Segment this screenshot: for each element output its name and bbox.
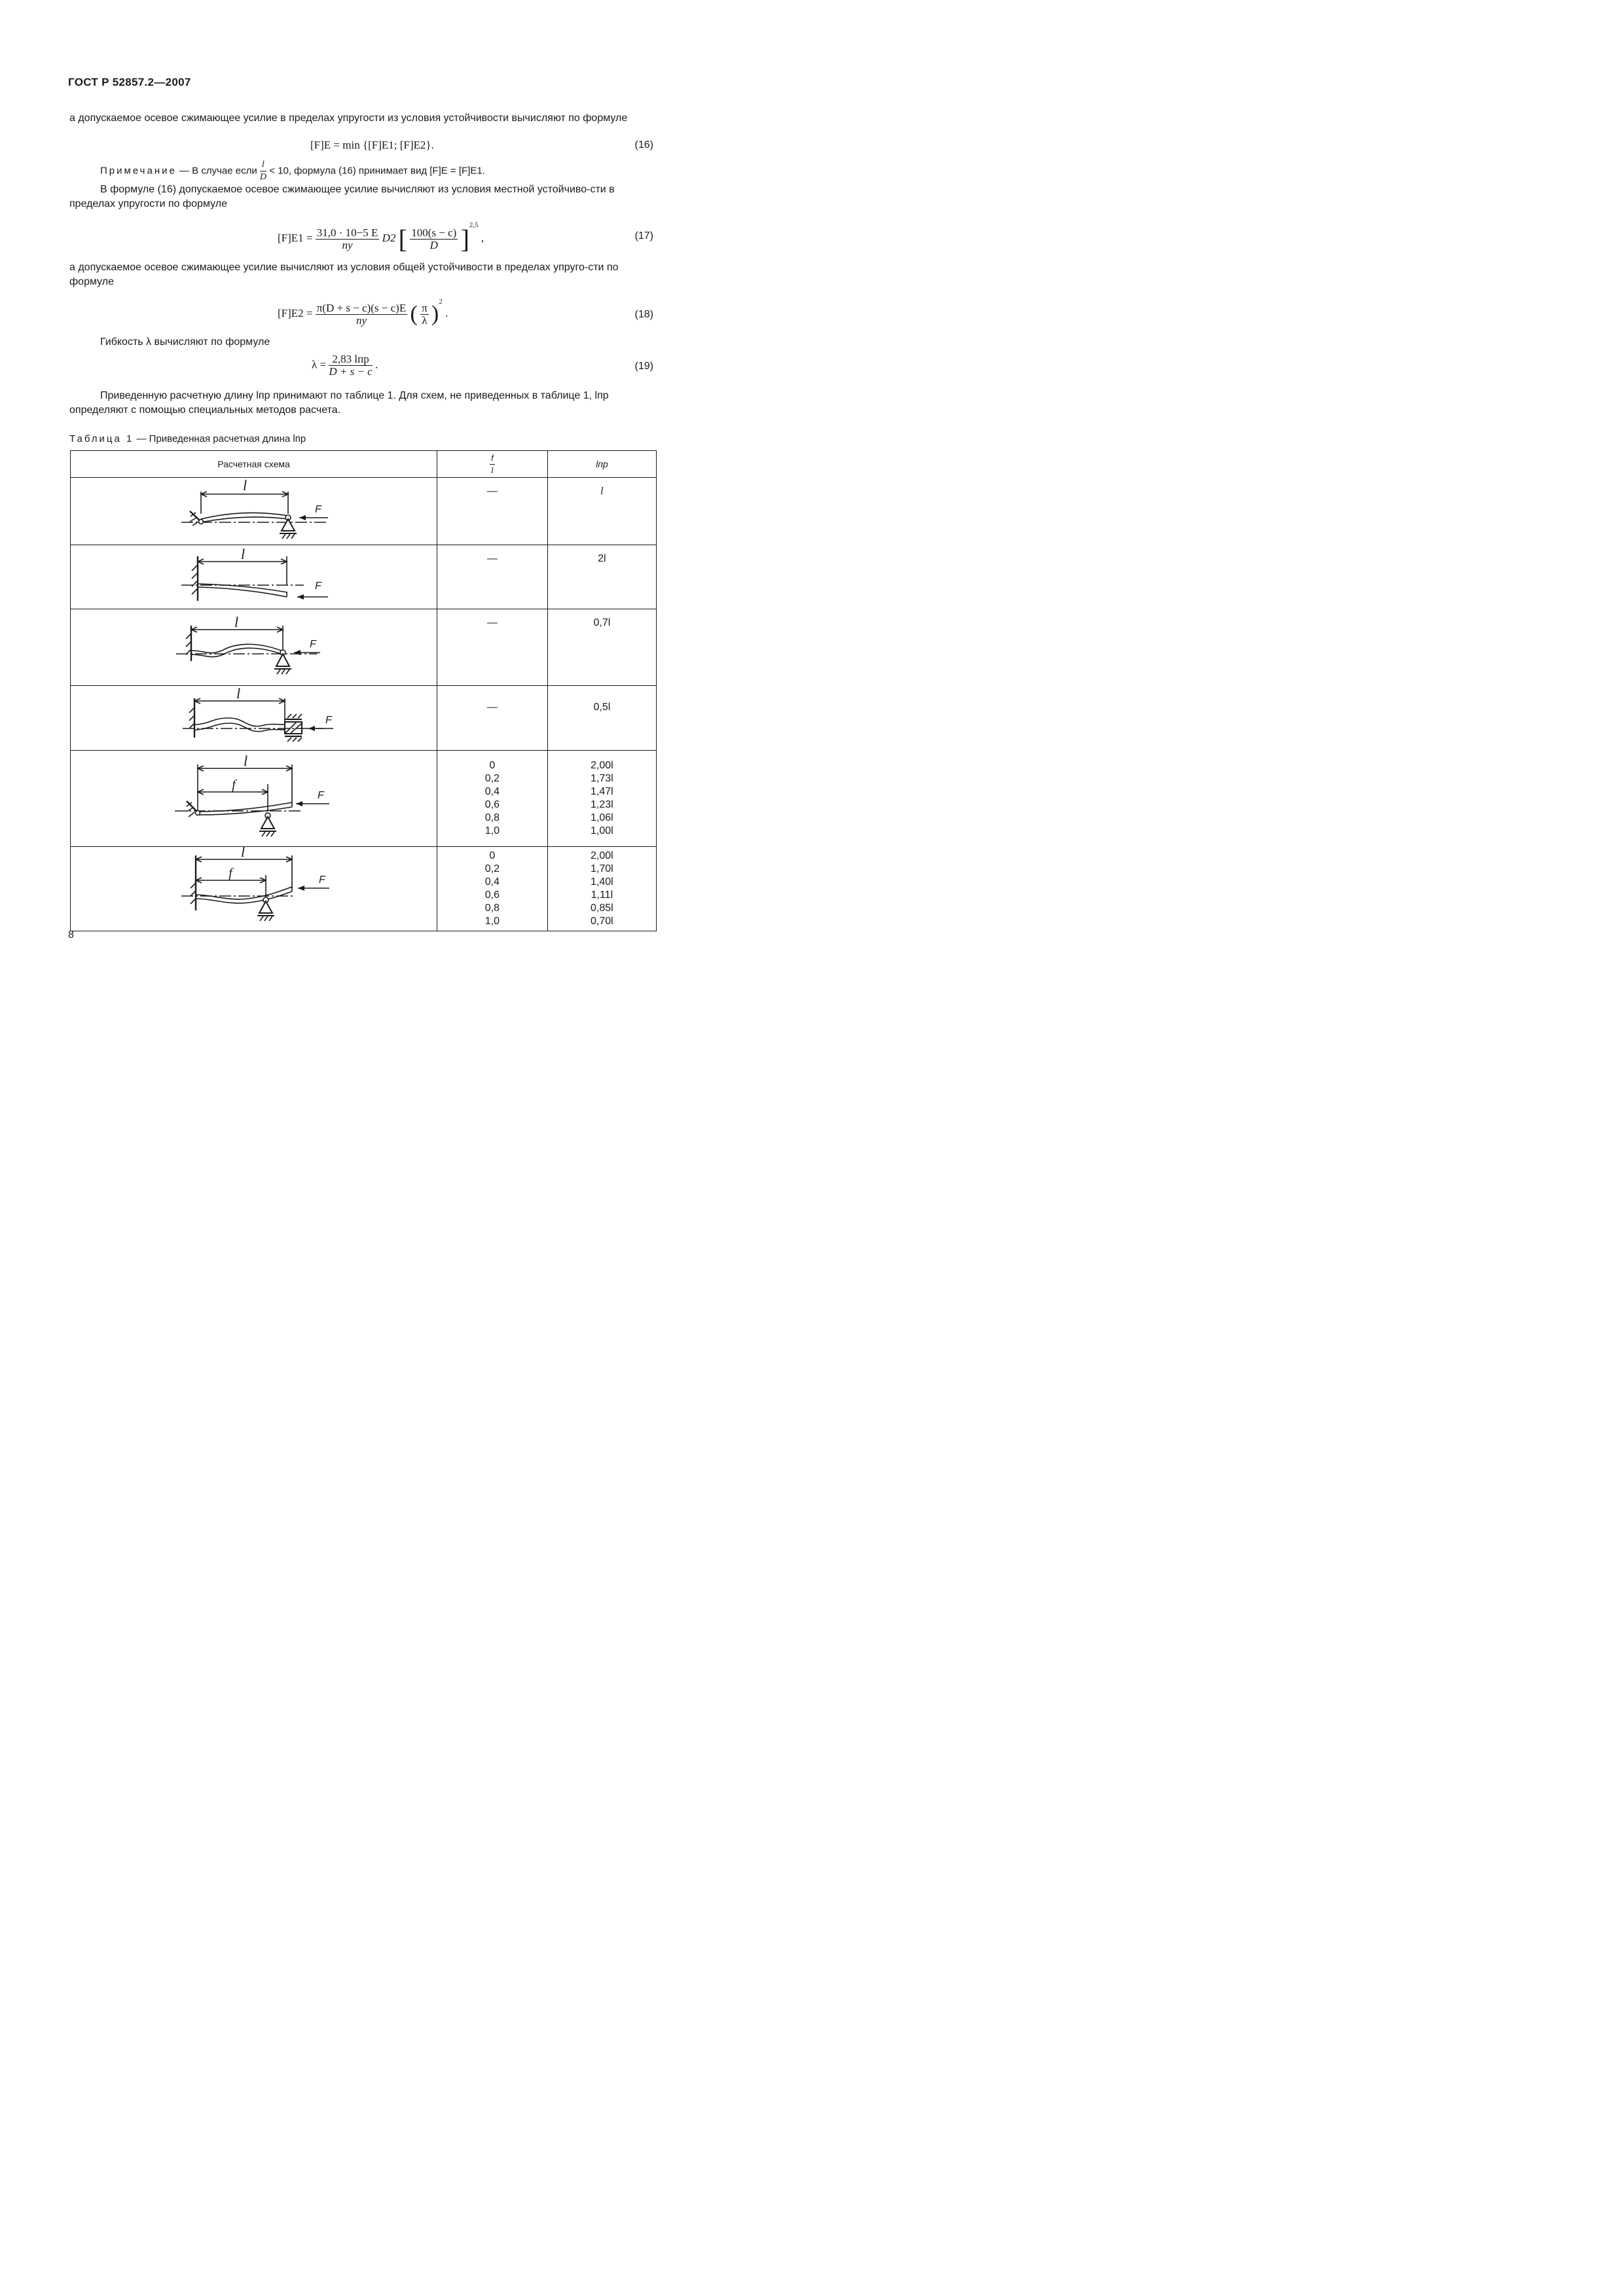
- formula-17: [278, 221, 484, 255]
- scheme-5-force-label: F: [318, 790, 324, 801]
- f-cell: [437, 751, 548, 847]
- formula-19-den: D + s − c: [329, 365, 373, 378]
- formula-18-paren-left: (: [410, 302, 418, 327]
- f-value: 0,6: [484, 799, 500, 810]
- header-f-num: f: [490, 452, 495, 465]
- paragraph-1: а допускаемое осевое сжимающее усилие в пределах упругости из условия устойчивости вычисляют по формуле: [69, 113, 628, 124]
- formula-18-number: (18): [634, 309, 653, 320]
- lpr-value: 1,70l: [591, 863, 613, 874]
- paragraph-4: Гибкость λ вычисляют по формуле: [100, 336, 270, 348]
- formula-18-p-den: λ: [422, 314, 428, 327]
- f-value: 0,8: [484, 812, 500, 823]
- formula-18: [278, 298, 448, 327]
- formula-17-bracket-left: [: [398, 224, 407, 254]
- formula-19-fraction: [329, 353, 372, 378]
- f-value: —: [486, 702, 498, 713]
- scheme-cell: [71, 545, 437, 609]
- scheme-3-diagram: [71, 610, 436, 685]
- lpr-value: 1,47l: [591, 786, 613, 797]
- scheme-1-diagram: [71, 478, 436, 544]
- scheme-cell: [71, 751, 437, 847]
- f-cell: [437, 545, 548, 609]
- formula-19-lhs: λ =: [312, 358, 327, 371]
- formula-19: [312, 353, 378, 378]
- table-caption-text: — Приведенная расчетная длина lпр: [136, 433, 306, 444]
- formula-16: [310, 139, 434, 152]
- scheme-4-diagram: [71, 687, 436, 749]
- table-row: [71, 847, 657, 931]
- lpr-cell: [547, 847, 656, 931]
- header-scheme: Расчетная схема: [71, 451, 437, 478]
- paragraph-2: В формуле (16) допускаемое осевое сжимающее усилие вычисляют из условия местной устойчиво-сти в пределах упругости по формуле: [69, 184, 615, 209]
- formula-17-bracket-right: ]: [460, 224, 469, 254]
- lpr-cell: [547, 545, 656, 609]
- scheme-4-length-label: l: [236, 685, 241, 702]
- formula-16-number: (16): [634, 139, 653, 151]
- f-cell: [437, 686, 548, 751]
- scheme-6-f-label: f: [228, 866, 232, 880]
- lpr-cell: [547, 609, 656, 686]
- formula-17-den: ny: [342, 238, 353, 251]
- lpr-value: 1,06l: [591, 812, 613, 823]
- lpr-value: 0,7l: [593, 617, 611, 628]
- f-value: 0,8: [484, 903, 500, 914]
- lpr-value: 1,40l: [591, 876, 613, 888]
- lpr-value: l: [600, 486, 604, 497]
- note-label: Примечание: [100, 165, 177, 177]
- scheme-5-f-label: f: [232, 778, 236, 792]
- formula-17-br-den: D: [429, 238, 438, 251]
- f-value: 0,4: [484, 876, 500, 888]
- lpr-value: 2,00l: [591, 760, 613, 771]
- scheme-3-force-label: F: [310, 639, 316, 650]
- table-row: [71, 609, 657, 686]
- paragraph-3: а допускаемое осевое сжимающее усилие вычисляют из условия общей устойчивости в пределах упруго-сти по формуле: [69, 262, 619, 287]
- formula-17-mid: D2: [382, 232, 396, 244]
- scheme-6-diagram: [71, 844, 436, 930]
- formula-17-br-num: 100(s − c): [411, 226, 457, 239]
- formula-17-tail: ,: [481, 232, 484, 244]
- f-value: 0,2: [484, 773, 500, 784]
- scheme-6-force-label: F: [319, 874, 325, 886]
- formula-18-paren-fraction: [420, 302, 429, 327]
- f-value: 0,4: [484, 786, 500, 797]
- table-row: [71, 751, 657, 847]
- scheme-2-length-label: l: [240, 546, 246, 562]
- scheme-1-length-label: l: [242, 477, 247, 493]
- document-header: ГОСТ Р 52857.2—2007: [68, 76, 191, 88]
- lpr-cell: [547, 751, 656, 847]
- f-cell: [437, 609, 548, 686]
- lpr-value: 0,85l: [591, 903, 613, 914]
- scheme-5-length-label: l: [243, 753, 248, 769]
- formula-18-num: π(D + s − c)(s − c)E: [316, 301, 407, 314]
- formula-17-fraction: [316, 227, 380, 251]
- formula-19-tail: .: [374, 358, 378, 371]
- note-frac-den: D: [259, 172, 267, 182]
- scheme-1-force-label: F: [315, 504, 321, 515]
- formula-16-body: [F]E = min {[F]E1; [F]E2}.: [310, 139, 434, 151]
- formula-17-exp: 2,5: [469, 221, 479, 229]
- formula-18-den: ny: [356, 314, 367, 327]
- paragraph-5: Приведенную расчетную длину lпр принимают по таблице 1. Для схем, не приведенных в таблице 1, lпр определяют с помощью специальных методов расчета.: [69, 390, 609, 416]
- f-value: —: [486, 486, 498, 497]
- scheme-cell: [71, 844, 437, 931]
- lpr-value: 1,00l: [591, 825, 613, 836]
- f-value: —: [486, 553, 498, 564]
- lpr-value: 1,11l: [591, 889, 613, 901]
- lpr-cell: [547, 686, 656, 751]
- f-cell: [437, 847, 548, 931]
- scheme-6-length-label: l: [240, 844, 246, 860]
- table-row: [71, 545, 657, 609]
- header-lpr: lпр: [547, 451, 656, 478]
- table-row: [71, 686, 657, 751]
- formula-18-paren-right: ): [431, 302, 439, 327]
- table-caption-label: Таблица 1: [69, 433, 134, 444]
- scheme-4-force-label: F: [325, 715, 332, 726]
- lpr-value: 2l: [598, 553, 606, 564]
- formula-18-p-num: π: [422, 301, 428, 314]
- lpr-value: 0,70l: [591, 916, 613, 927]
- header-f-over-l: [437, 451, 548, 478]
- table-header-row: [71, 451, 657, 478]
- note-after: < 10, формула (16) принимает вид [F]E = [F]E1.: [269, 165, 485, 177]
- formula-17-bracket-fraction: [410, 227, 458, 251]
- note-frac-num: l: [260, 159, 266, 171]
- f-value: 0: [489, 850, 496, 861]
- f-value: —: [486, 617, 498, 628]
- table-row: [71, 478, 657, 545]
- f-value: 0: [489, 760, 496, 771]
- note-fraction: [260, 159, 266, 183]
- lpr-value: 0,5l: [593, 702, 611, 713]
- f-cell: [437, 478, 548, 545]
- scheme-2-diagram: [71, 546, 436, 608]
- table-1: [70, 450, 657, 931]
- page-number: 8: [68, 929, 74, 941]
- scheme-5-diagram: [71, 751, 436, 846]
- formula-18-tail: .: [445, 307, 448, 319]
- note-before: — В случае если: [179, 165, 257, 177]
- lpr-value: 1,23l: [591, 799, 613, 810]
- header-f-frac: [490, 452, 495, 476]
- f-value: 1,0: [484, 916, 500, 927]
- scheme-cell: [71, 478, 437, 545]
- table-caption: [69, 433, 306, 444]
- scheme-3-length-label: l: [234, 614, 239, 630]
- scheme-cell: [71, 609, 437, 686]
- f-value: 1,0: [484, 825, 500, 836]
- formula-19-number: (19): [634, 361, 653, 372]
- formula-17-number: (17): [634, 230, 653, 242]
- f-value: 0,2: [484, 863, 500, 874]
- scheme-cell: [71, 686, 437, 751]
- formula-18-exp: 2: [439, 298, 443, 306]
- f-value: 0,6: [484, 889, 500, 901]
- note: [100, 159, 485, 183]
- header-f-den: l: [491, 465, 494, 475]
- lpr-value: 2,00l: [591, 850, 613, 861]
- lpr-cell: [547, 478, 656, 545]
- scheme-2-force-label: F: [315, 581, 321, 592]
- formula-17-num: 31,0 · 10−5 E: [316, 226, 378, 239]
- formula-19-num: 2,83 lпр: [329, 353, 372, 366]
- lpr-value: 1,73l: [591, 773, 613, 784]
- formula-17-lhs: [F]E1 =: [278, 232, 313, 244]
- formula-18-fraction: [316, 302, 407, 327]
- formula-18-lhs: [F]E2 =: [278, 307, 313, 319]
